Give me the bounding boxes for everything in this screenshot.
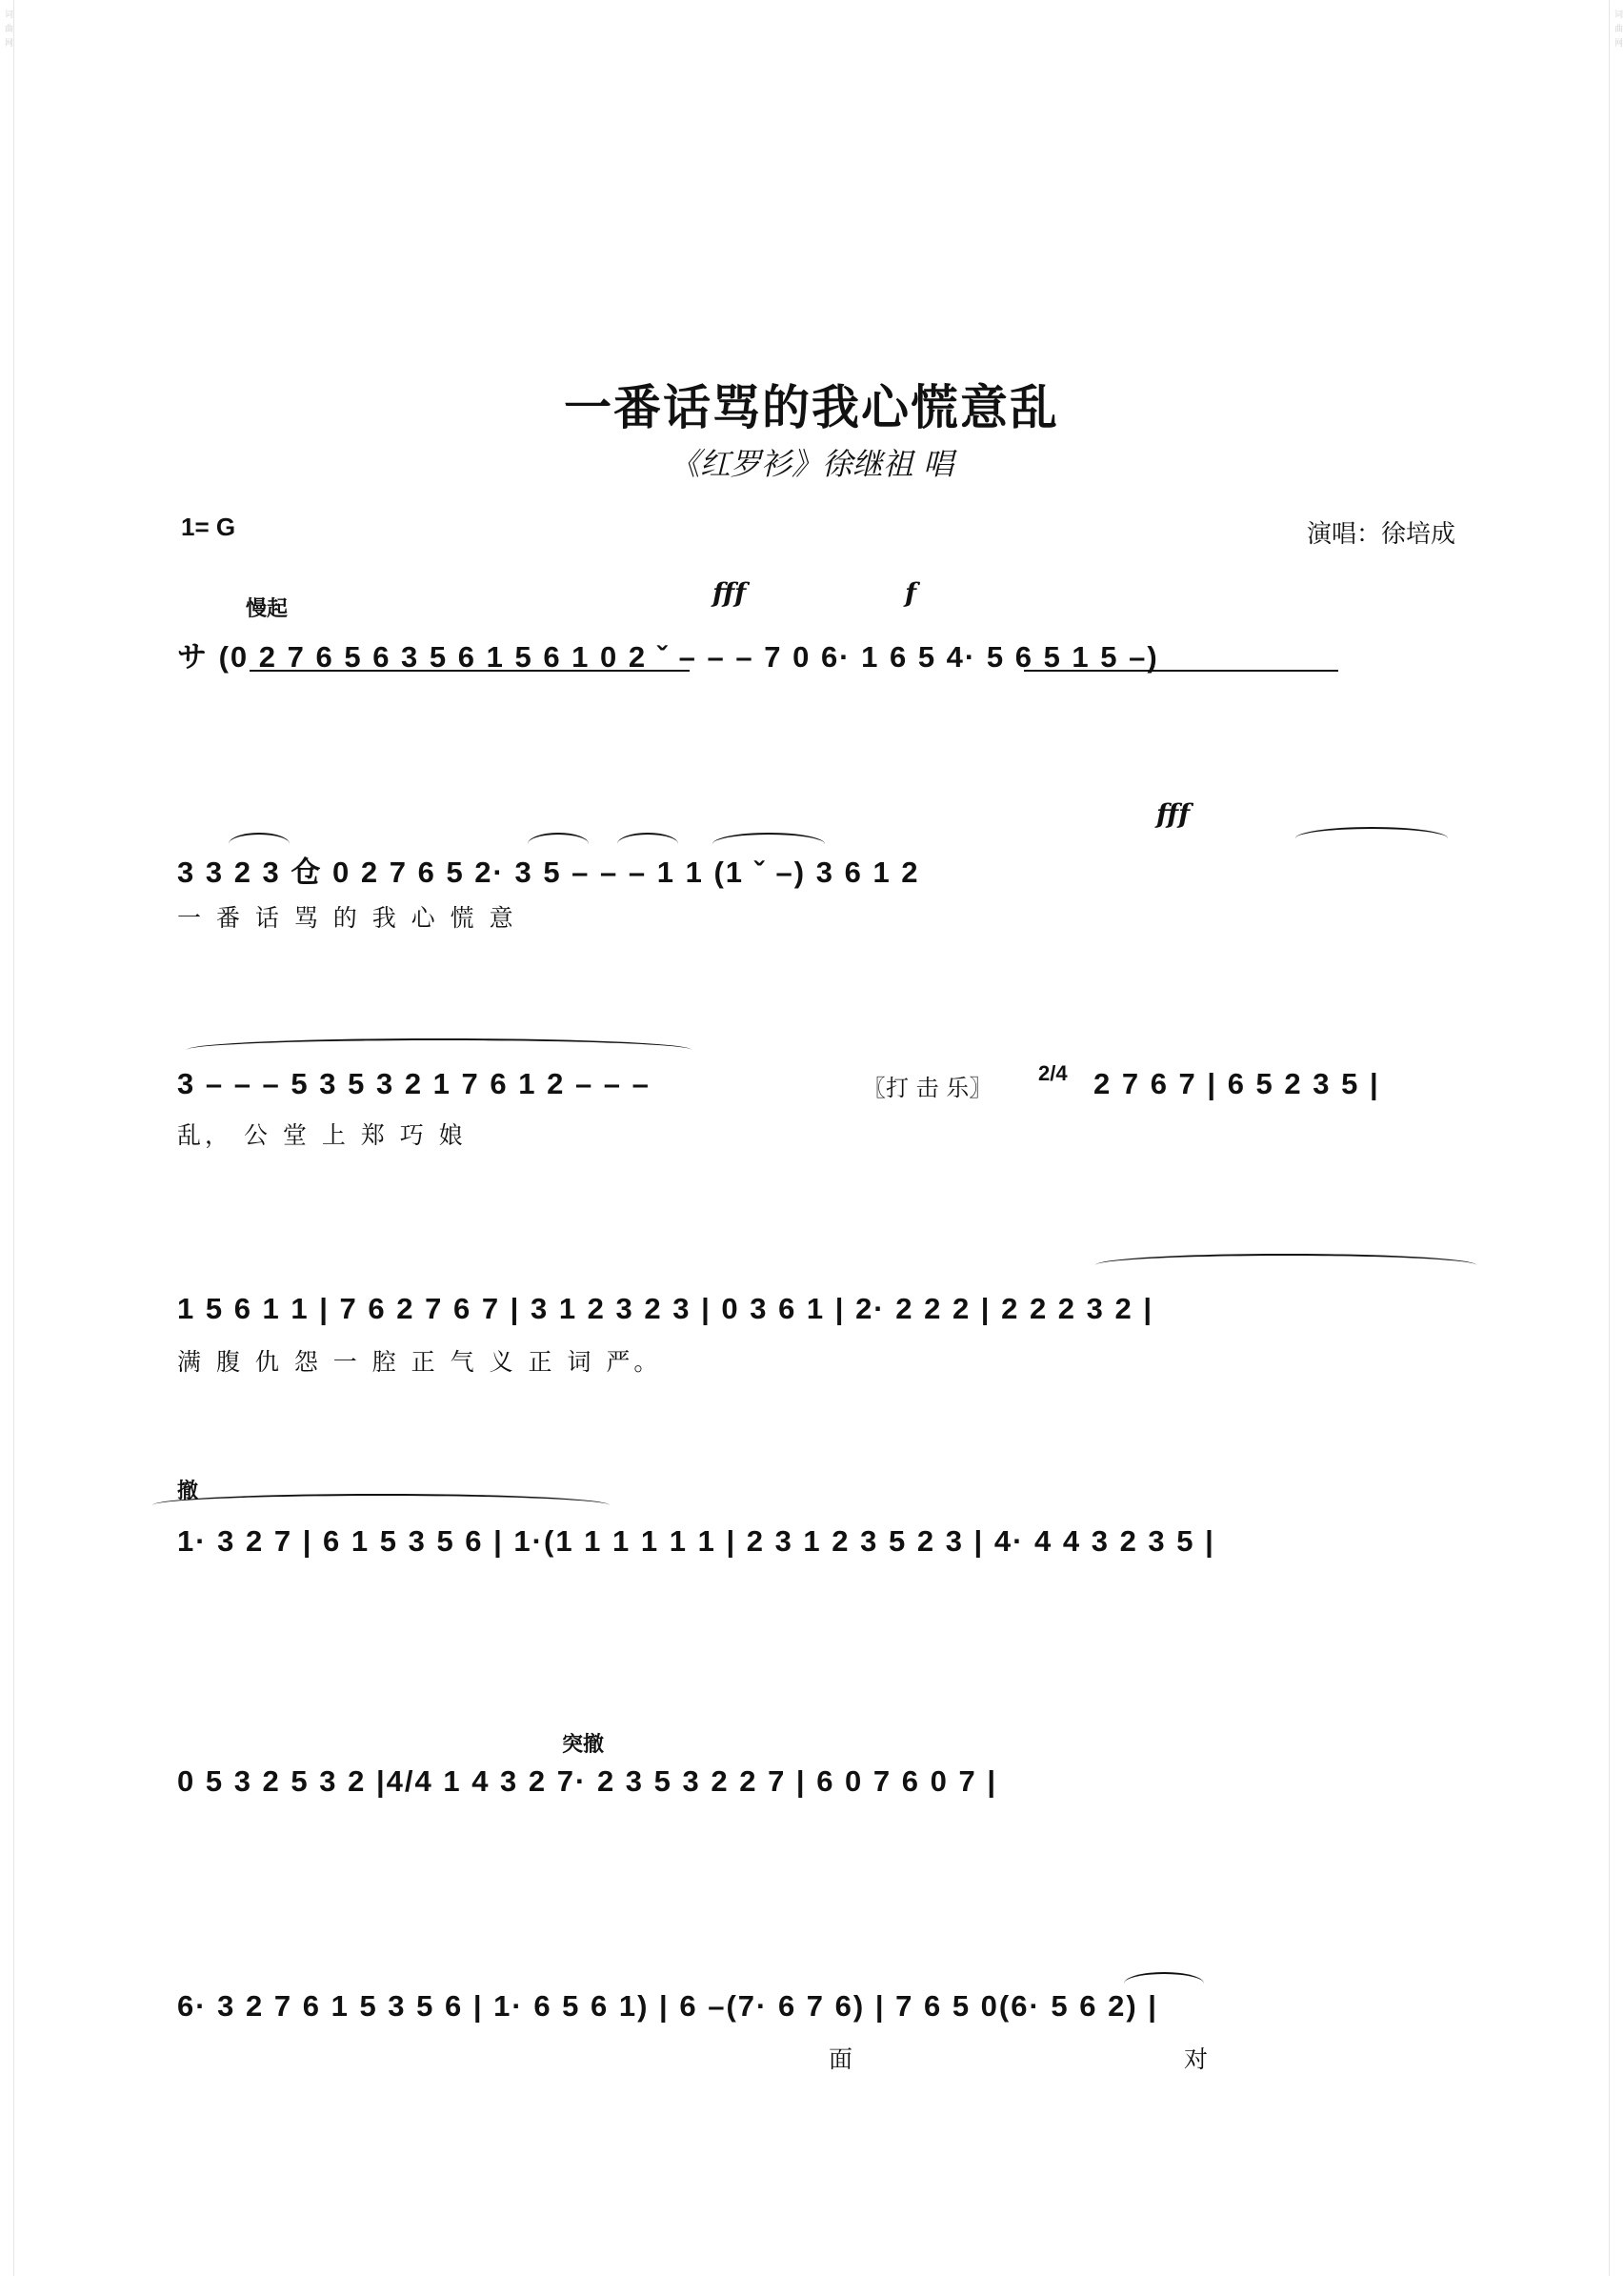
left-watermark-strip [0,0,14,2276]
song-title: 一番话骂的我心慌意乱 [564,379,1059,435]
notation-line-5: 1· 3 2 7 | 6 1 5 3 5 6 | 1·(1 1 1 1 1 1 | 2 3 1 2 3 5 2 3 | 4· 4 4 3 2 3 5 | [177,1524,1215,1558]
dynamic-fff: fff [1156,798,1191,830]
underline-beam [1024,670,1338,672]
slur-mark [528,833,589,844]
notation-line-6: 0 5 3 2 5 3 2 |4/4 1 4 3 2 7· 2 3 5 3 2 2 7 | 6 0 7 6 0 7 | [177,1764,998,1798]
notation-line-3: 3 – – – 5 3 5 3 2 1 7 6 1 2 – – – [177,1067,651,1100]
singer-credit: 演唱：徐培成 [1307,520,1456,549]
lyrics-line-7: 面 对 [829,2045,1370,2073]
lyrics-line-4: 满 腹 仇 怨 一 腔 正 气 义 正 词 严。 [177,1348,662,1376]
lyrics-line-2: 一 番 话 骂 的 我 心 慌 意 [177,904,517,932]
slur-mark [229,833,290,844]
dynamic-f: f [905,577,917,609]
underline-beam [250,670,690,672]
slur-mark [152,1494,610,1505]
tempo-marking: 慢起 [246,596,289,621]
percussion-marking: 〖打 击 乐〗 [863,1075,992,1101]
slur-mark [1124,1972,1204,1984]
notation-line-7: 6· 3 2 7 6 1 5 3 5 6 | 1· 6 5 6 1) | 6 –(7· 6 7 6) | 7 6 5 0(6· 5 6 2) | [177,1989,1158,2023]
watermark-text: 词曲网 [3,10,12,52]
tuche-marking: 突撤 [562,1732,605,1757]
dynamic-fff: fff [712,577,747,609]
song-subtitle: 《红罗衫》徐继祖 唱 [669,446,954,482]
slur-mark [1095,1254,1476,1265]
right-watermark-strip [1609,0,1623,2276]
time-signature: 2/4 [1038,1061,1068,1085]
notation-line-3b: 2 7 6 7 | 6 5 2 3 5 | [1093,1067,1380,1100]
watermark-text: 词曲网 [1613,10,1622,52]
key-signature: 1= G [181,513,236,541]
che-marking: 撤 [177,1479,199,1503]
slur-mark [617,833,678,844]
slur-mark [712,833,825,844]
notation-line-1: サ (0 2 7 6 5 6 3 5 6 1 5 6 1 0 2 ˇ – – – 7 0 6· 1 6 5 4· 5 6 5 1 5 –) [177,640,1159,674]
notation-line-2: 3 3 2 3 仓 0 2 7 6 5 2· 3 5 – – – 1 1 (1 ˇ –) 3 6 1 2 [177,856,920,889]
notation-line-4: 1 5 6 1 1 | 7 6 2 7 6 7 | 3 1 2 3 2 3 | 0 3 6 1 | 2· 2 2 2 | 2 2 2 3 2 | [177,1292,1154,1325]
lyrics-line-3: 乱， 公 堂 上 郑 巧 娘 [177,1121,467,1149]
slur-mark [1295,827,1448,838]
slur-mark [187,1038,692,1050]
